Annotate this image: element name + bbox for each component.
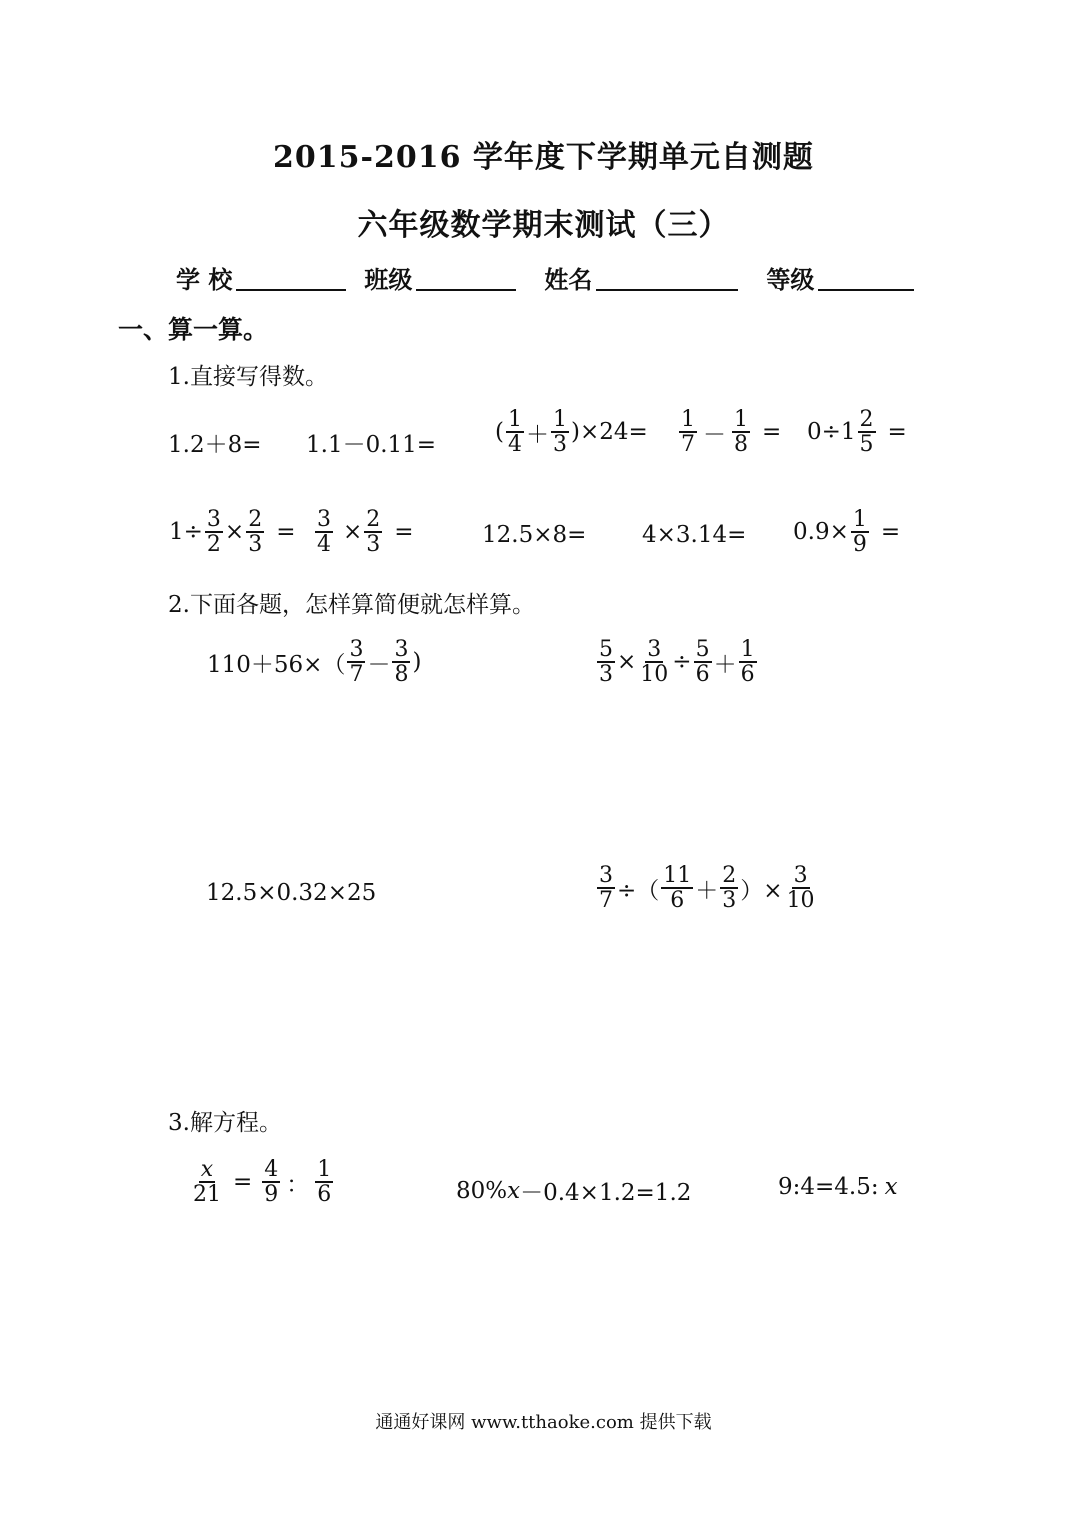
divide-sign: ÷ [672, 649, 692, 676]
divide-sign: ÷（ [617, 877, 660, 904]
fraction: $\frac{1}{6}$ [740, 637, 755, 688]
q2-problem-1 [206, 638, 422, 686]
fraction: $\frac{1}{3}$ [552, 407, 567, 458]
grade-blank[interactable] [818, 265, 914, 291]
expr-head: 1÷ [169, 519, 203, 546]
fraction: $\frac{3}{7}$ [349, 637, 364, 688]
q1-expr-10 [792, 508, 901, 556]
name-label: 姓名 [544, 265, 593, 294]
fraction: $\frac{1}{7}$ [681, 407, 695, 458]
fraction: $\frac{1}{8}$ [734, 407, 748, 458]
equals-sign: = [276, 519, 296, 546]
variable-x: x [884, 1174, 898, 1200]
fraction: $\frac{2}{3}$ [722, 863, 737, 914]
class-label: 班级 [364, 265, 413, 294]
footer-text: 通通好课网 www.tthaoke.com 提供下载 [375, 1412, 712, 1433]
expr-head: 110＋56×（ [207, 651, 346, 678]
fraction: $\frac{2}{3}$ [248, 507, 263, 558]
grade-label: 等级 [766, 265, 815, 294]
minus-sign: － [703, 421, 726, 448]
fraction: $\frac{3}{10}$ [786, 863, 815, 914]
expr-head: 0.9× [793, 519, 849, 546]
fraction: $\frac{3}{4}$ [317, 507, 331, 558]
student-info-row [176, 260, 918, 295]
fraction: $\frac{3}{7}$ [599, 863, 613, 914]
q2-problem-3: 12.5×0.32×25 [206, 880, 377, 906]
fraction: $\frac{1}{9}$ [852, 507, 867, 558]
fraction: $\frac{2}{3}$ [366, 507, 381, 558]
plus-sign: ＋ [525, 421, 549, 448]
q3-equation-3 [778, 1174, 898, 1200]
fraction: $\frac{3}{10}$ [640, 637, 669, 688]
equals-sign: = [233, 1169, 253, 1196]
fraction: $\frac{11}{6}$ [663, 863, 692, 914]
school-label: 学 校 [176, 265, 233, 294]
paren-open: ( [495, 419, 504, 446]
fraction: $\frac{3}{8}$ [394, 637, 409, 688]
q1-expr-1: 1.2＋8= [168, 432, 262, 458]
expr-tail: )×24= [570, 419, 648, 446]
plus-sign: ＋ [713, 651, 737, 678]
variable-x: x [507, 1177, 521, 1204]
fraction: $\frac{x}{21}$ [193, 1157, 221, 1208]
q1-expr-4 [678, 408, 782, 456]
page-title: 2015-2016 学年度下学期单元自测题 [273, 140, 814, 175]
fraction: $\frac{3}{2}$ [206, 507, 221, 558]
fraction: $\frac{1}{6}$ [317, 1157, 332, 1208]
q3-equation-1 [190, 1158, 334, 1206]
q1-expr-3 [494, 408, 649, 456]
q1-expr-7 [314, 508, 415, 556]
school-blank[interactable] [236, 265, 346, 291]
q3-title: 3.解方程。 [168, 1110, 282, 1136]
plus-sign: ＋ [695, 877, 719, 904]
fraction: $\frac{1}{4}$ [507, 407, 522, 458]
expr-tail: －0.4×1.2=1.2 [520, 1180, 692, 1206]
equals-sign: = [394, 519, 414, 546]
times-sign: × [224, 519, 245, 546]
q1-expr-9: 4×3.14= [642, 522, 747, 548]
fraction: $\frac{2}{5}$ [859, 407, 874, 458]
name-blank[interactable] [596, 265, 738, 291]
equals-sign: = [880, 519, 901, 546]
q1-expr-6 [168, 508, 296, 556]
expr-head: 80% [456, 1177, 508, 1204]
class-blank[interactable] [416, 265, 516, 291]
q1-expr-5 [806, 408, 908, 456]
q3-equation-2 [456, 1174, 691, 1207]
section-1-title: 一、算一算。 [118, 315, 269, 344]
q1-title: 1.直接写得数。 [168, 364, 328, 390]
times-sign: × [343, 519, 363, 546]
expr-head: 9:4=4.5: [778, 1174, 879, 1200]
paren-close: ）× [740, 877, 783, 904]
fraction: $\frac{4}{9}$ [264, 1157, 279, 1208]
q1-expr-2: 1.1－0.11= [306, 432, 437, 458]
fraction: $\frac{5}{6}$ [695, 637, 710, 688]
ratio-colon: ： [286, 1171, 310, 1198]
times-sign: × [617, 649, 637, 676]
q2-problem-2 [596, 638, 758, 686]
expr-head: 0÷1 [807, 419, 856, 446]
q2-title: 2.下面各题，怎样算简便就怎样算。 [168, 592, 535, 618]
q1-expr-8: 12.5×8= [482, 522, 587, 548]
equals-sign: = [762, 419, 782, 446]
fraction: $\frac{5}{3}$ [599, 637, 613, 688]
equals-sign: = [887, 419, 907, 446]
minus-sign: － [367, 651, 391, 678]
paren-close: ) [412, 649, 422, 676]
page-subtitle: 六年级数学期末测试（三） [357, 208, 730, 243]
q2-problem-4 [596, 864, 818, 912]
